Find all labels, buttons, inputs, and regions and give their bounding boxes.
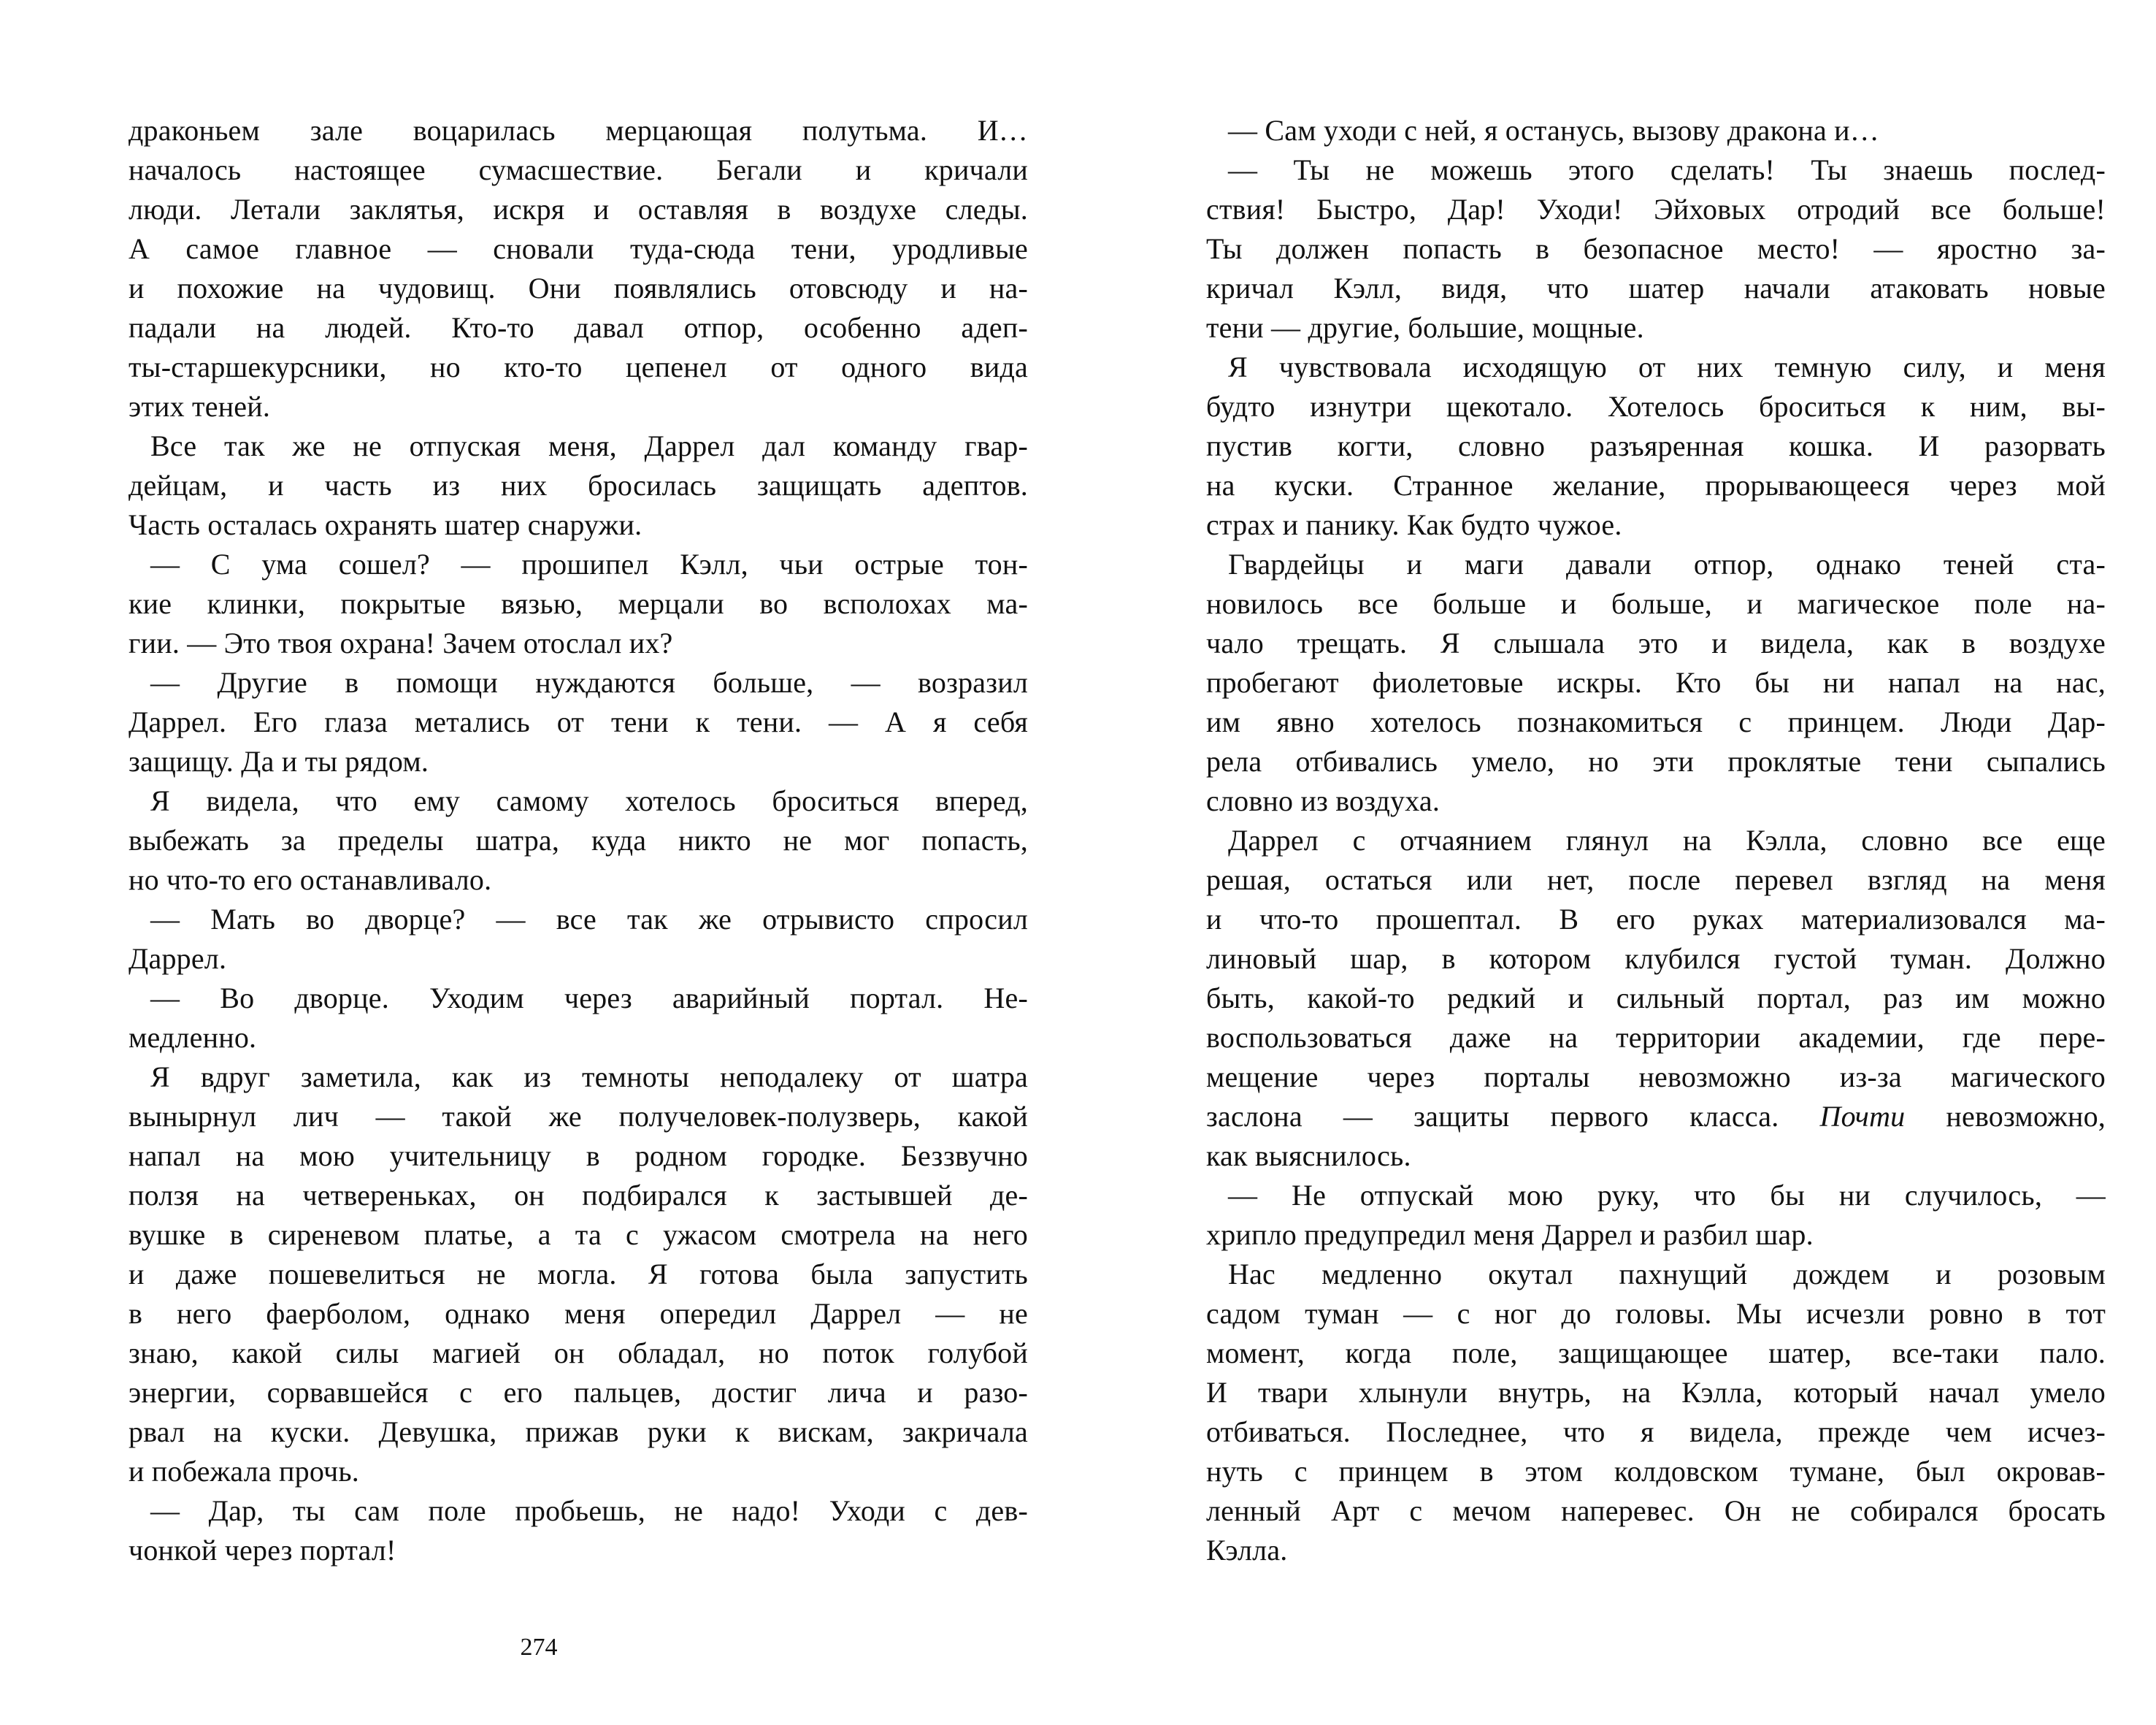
text-run: быть, какой-то редкий и сильный портал, раз им можно xyxy=(1206,982,2106,1014)
italic-text-run: Почти xyxy=(1819,1100,1906,1133)
text-run: ты-старшекурсники, но кто-то цепенел от одного вида xyxy=(128,351,1028,383)
text-line xyxy=(128,387,1028,427)
text-run: знаю, какой силы магией он обладал, но поток голубой xyxy=(128,1336,1028,1369)
text-run: Я видела, что ему самому хотелось броситься вперед, xyxy=(150,784,1028,817)
text-line xyxy=(1206,584,2106,624)
text-run: Гвардейцы и маги давали отпор, однако теней ста- xyxy=(1228,548,2106,581)
text-run: Даррел. xyxy=(128,942,227,975)
text-run: ползя на четвереньках, он подбирался к застывшей де- xyxy=(128,1179,1028,1212)
text-line xyxy=(128,269,1028,308)
text-run: напал на мою учительницу в родном городке. Беззвучно xyxy=(128,1139,1028,1172)
text-run: Я вдруг заметила, как из темноты неподалеку от шатра xyxy=(150,1060,1028,1093)
text-run: ствия! Быстро, Дар! Уходи! Эйховых отродий все больше! xyxy=(1206,193,2106,226)
text-line xyxy=(1206,939,2106,979)
text-run: ленный Арт с мечом наперевес. Он не собирался бросать xyxy=(1206,1494,2106,1527)
text-line xyxy=(128,742,1028,781)
text-line xyxy=(1206,1215,2106,1255)
text-run: чало трещать. Я слышала это и видела, как в воздухе xyxy=(1206,627,2106,659)
text-line xyxy=(1206,1057,2106,1097)
text-line xyxy=(1206,545,2106,584)
text-line xyxy=(128,1255,1028,1294)
text-run: началось настоящее сумасшествие. Бегали и кричали xyxy=(128,153,1028,186)
text-line xyxy=(128,1136,1028,1176)
text-run: словно из воздуха. xyxy=(1206,784,1440,817)
text-line xyxy=(128,1412,1028,1452)
text-line xyxy=(1206,150,2106,190)
text-run: — Другие в помощи нуждаются больше, — возразил xyxy=(150,666,1028,699)
text-run: и побежала прочь. xyxy=(128,1455,359,1488)
text-run: — Мать во дворце? — все так же отрывисто спросил xyxy=(150,903,1028,936)
text-run: и похожие на чудовищ. Они появлялись отовсюду и на- xyxy=(128,272,1028,305)
text-run: решая, остаться или нет, после перевел взгляд на меня xyxy=(1206,863,2106,896)
text-line xyxy=(1206,111,2106,150)
text-line xyxy=(128,111,1028,150)
text-run: заслона — защиты первого класса. xyxy=(1206,1100,1820,1133)
text-run: люди. Летали заклятья, искря и оставляя в воздухе следы. xyxy=(128,193,1028,226)
text-run: — Не отпускай мою руку, что бы ни случилось, — xyxy=(1228,1179,2106,1212)
text-line xyxy=(1206,663,2106,703)
text-line xyxy=(128,1294,1028,1334)
text-line xyxy=(128,860,1028,900)
text-line xyxy=(1206,229,2106,269)
text-run: — Сам уходи с ней, я останусь, вызову дракона и… xyxy=(1228,114,1879,147)
text-line xyxy=(1206,505,2106,545)
text-run: — Ты не можешь этого сделать! Ты знаешь послед- xyxy=(1228,153,2106,186)
text-run: рвал на куски. Девушка, прижав руки к вискам, закричала xyxy=(128,1415,1028,1448)
text-run: гии. — Это твоя охрана! Зачем отослал их? xyxy=(128,627,673,659)
text-run: пробегают фиолетовые искры. Кто бы ни напал на нас, xyxy=(1206,666,2106,699)
text-line xyxy=(1206,190,2106,229)
text-line xyxy=(128,150,1028,190)
text-run: Даррел. Его глаза метались от тени к тени. — А я себя xyxy=(128,705,1028,738)
text-line xyxy=(128,1334,1028,1373)
text-line xyxy=(1206,1491,2106,1531)
text-run: на куски. Странное желание, прорывающееся через мой xyxy=(1206,469,2106,502)
text-line xyxy=(1206,624,2106,663)
text-line xyxy=(128,663,1028,703)
text-line xyxy=(1206,979,2106,1018)
text-line xyxy=(128,466,1028,505)
text-run: садом туман — с ног до головы. Мы исчезли ровно в тот xyxy=(1206,1297,2106,1330)
text-line xyxy=(1206,1531,2106,1570)
text-line xyxy=(1206,308,2106,348)
text-run: Кэлла. xyxy=(1206,1534,1288,1567)
text-line xyxy=(1206,1097,2106,1136)
text-run: — Дар, ты сам поле пробьешь, не надо! Уходи с дев- xyxy=(150,1494,1028,1527)
text-line xyxy=(128,1097,1028,1136)
text-line xyxy=(128,190,1028,229)
text-line xyxy=(1206,387,2106,427)
text-run: Часть осталась охранять шатер снаружи. xyxy=(128,508,642,541)
text-run: мещение через порталы невозможно из-за магического xyxy=(1206,1060,2106,1093)
text-line xyxy=(1206,348,2106,387)
text-run: новилось все больше и больше, и магическое поле на- xyxy=(1206,587,2106,620)
text-run: энергии, сорвавшейся с его пальцев, достиг лича и разо- xyxy=(128,1376,1028,1409)
text-line xyxy=(1206,821,2106,860)
text-run: — Во дворце. Уходим через аварийный портал. Не- xyxy=(150,982,1028,1014)
text-line xyxy=(128,584,1028,624)
text-line xyxy=(1206,1255,2106,1294)
text-line xyxy=(128,1373,1028,1412)
text-run: драконьем зале воцарилась мерцающая полутьма. И… xyxy=(128,114,1028,147)
text-run: кие клинки, покрытые вязью, мерцали во всполохах ма- xyxy=(128,587,1028,620)
text-line xyxy=(128,348,1028,387)
text-line xyxy=(1206,466,2106,505)
text-run: хрипло предупредил меня Даррел и разбил шар. xyxy=(1206,1218,1814,1251)
text-line xyxy=(1206,1018,2106,1057)
text-line xyxy=(128,1057,1028,1097)
text-run: Ты должен попасть в безопасное место! — яростно за- xyxy=(1206,232,2106,265)
text-run: И твари хлынули внутрь, на Кэлла, который начал умело xyxy=(1206,1376,2106,1409)
text-run: выбежать за пределы шатра, куда никто не мог попасть, xyxy=(128,824,1028,857)
text-line xyxy=(1206,427,2106,466)
text-line xyxy=(128,229,1028,269)
text-line xyxy=(1206,1176,2106,1215)
text-line xyxy=(1206,900,2106,939)
text-run: защищу. Да и ты рядом. xyxy=(128,745,429,778)
text-run: в него фаерболом, однако меня опередил Даррел — не xyxy=(128,1297,1028,1330)
text-line xyxy=(128,939,1028,979)
text-line xyxy=(128,427,1028,466)
text-line xyxy=(128,624,1028,663)
text-line xyxy=(128,1452,1028,1491)
text-line xyxy=(1206,742,2106,781)
text-line xyxy=(128,1176,1028,1215)
text-run: линовый шар, в котором клубился густой туман. Должно xyxy=(1206,942,2106,975)
text-line xyxy=(128,505,1028,545)
text-run: падали на людей. Кто-то давал отпор, особенно адеп- xyxy=(128,311,1028,344)
text-line xyxy=(128,900,1028,939)
text-run: дейцам, и часть из них бросилась защищать адептов. xyxy=(128,469,1028,502)
text-line xyxy=(1206,781,2106,821)
text-run: медленно. xyxy=(128,1021,257,1054)
text-line xyxy=(128,1531,1028,1570)
page-number: 274 xyxy=(520,1634,558,1661)
text-line xyxy=(128,979,1028,1018)
text-run: Все так же не отпуская меня, Даррел дал команду гвар- xyxy=(150,429,1028,462)
text-run: отбиваться. Последнее, что я видела, прежде чем исчез- xyxy=(1206,1415,2106,1448)
text-run: и что-то прошептал. В его руках материализовался ма- xyxy=(1206,903,2106,936)
text-run: кричал Кэлл, видя, что шатер начали атаковать новые xyxy=(1206,272,2106,305)
text-run: — С ума сошел? — прошипел Кэлл, чьи острые тон- xyxy=(150,548,1028,581)
text-line xyxy=(1206,703,2106,742)
text-run: Нас медленно окутал пахнущий дождем и розовым xyxy=(1228,1258,2106,1290)
text-line xyxy=(128,308,1028,348)
text-line xyxy=(1206,1334,2106,1373)
text-run: вынырнул лич — такой же получеловек-полузверь, какой xyxy=(128,1100,1028,1133)
text-run: этих теней. xyxy=(128,390,271,423)
left-page-text-block xyxy=(128,111,1028,1570)
text-run: тени — другие, большие, мощные. xyxy=(1206,311,1644,344)
text-run: Даррел с отчаянием глянул на Кэлла, словно все еще xyxy=(1228,824,2106,857)
text-line xyxy=(1206,1373,2106,1412)
text-line xyxy=(1206,1452,2106,1491)
text-run: чонкой через портал! xyxy=(128,1534,396,1567)
text-run: воспользоваться даже на территории академии, где пере- xyxy=(1206,1021,2106,1054)
text-line xyxy=(1206,1294,2106,1334)
text-line xyxy=(128,545,1028,584)
text-line xyxy=(128,821,1028,860)
text-line xyxy=(1206,1412,2106,1452)
text-run: нуть с принцем в этом колдовском тумане, был окровав- xyxy=(1206,1455,2106,1488)
text-run: как выяснилось. xyxy=(1206,1139,1411,1172)
text-run: невозможно, xyxy=(1905,1100,2106,1133)
text-run: будто изнутри щекотало. Хотелось броситься к ним, вы- xyxy=(1206,390,2106,423)
text-run: но что-то его останавливало. xyxy=(128,863,492,896)
text-line xyxy=(1206,860,2106,900)
text-run: рела отбивались умело, но эти проклятые тени сыпались xyxy=(1206,745,2106,778)
text-run: пустив когти, словно разъяренная кошка. И разорвать xyxy=(1206,429,2106,462)
text-line xyxy=(1206,269,2106,308)
text-run: и даже пошевелиться не могла. Я готова была запустить xyxy=(128,1258,1028,1290)
text-run: А самое главное — сновали туда-сюда тени, уродливые xyxy=(128,232,1028,265)
text-line xyxy=(1206,1136,2106,1176)
text-run: Я чувствовала исходящую от них темную силу, и меня xyxy=(1228,351,2106,383)
right-page-text-block xyxy=(1206,111,2106,1570)
text-line xyxy=(128,781,1028,821)
text-line xyxy=(128,1491,1028,1531)
text-run: момент, когда поле, защищающее шатер, все-таки пало. xyxy=(1206,1336,2106,1369)
text-line xyxy=(128,703,1028,742)
text-run: им явно хотелось познакомиться с принцем. Люди Дар- xyxy=(1206,705,2106,738)
text-line xyxy=(128,1215,1028,1255)
text-run: страх и панику. Как будто чужое. xyxy=(1206,508,1622,541)
text-run: вушке в сиреневом платье, а та с ужасом смотрела на него xyxy=(128,1218,1028,1251)
text-line xyxy=(128,1018,1028,1057)
